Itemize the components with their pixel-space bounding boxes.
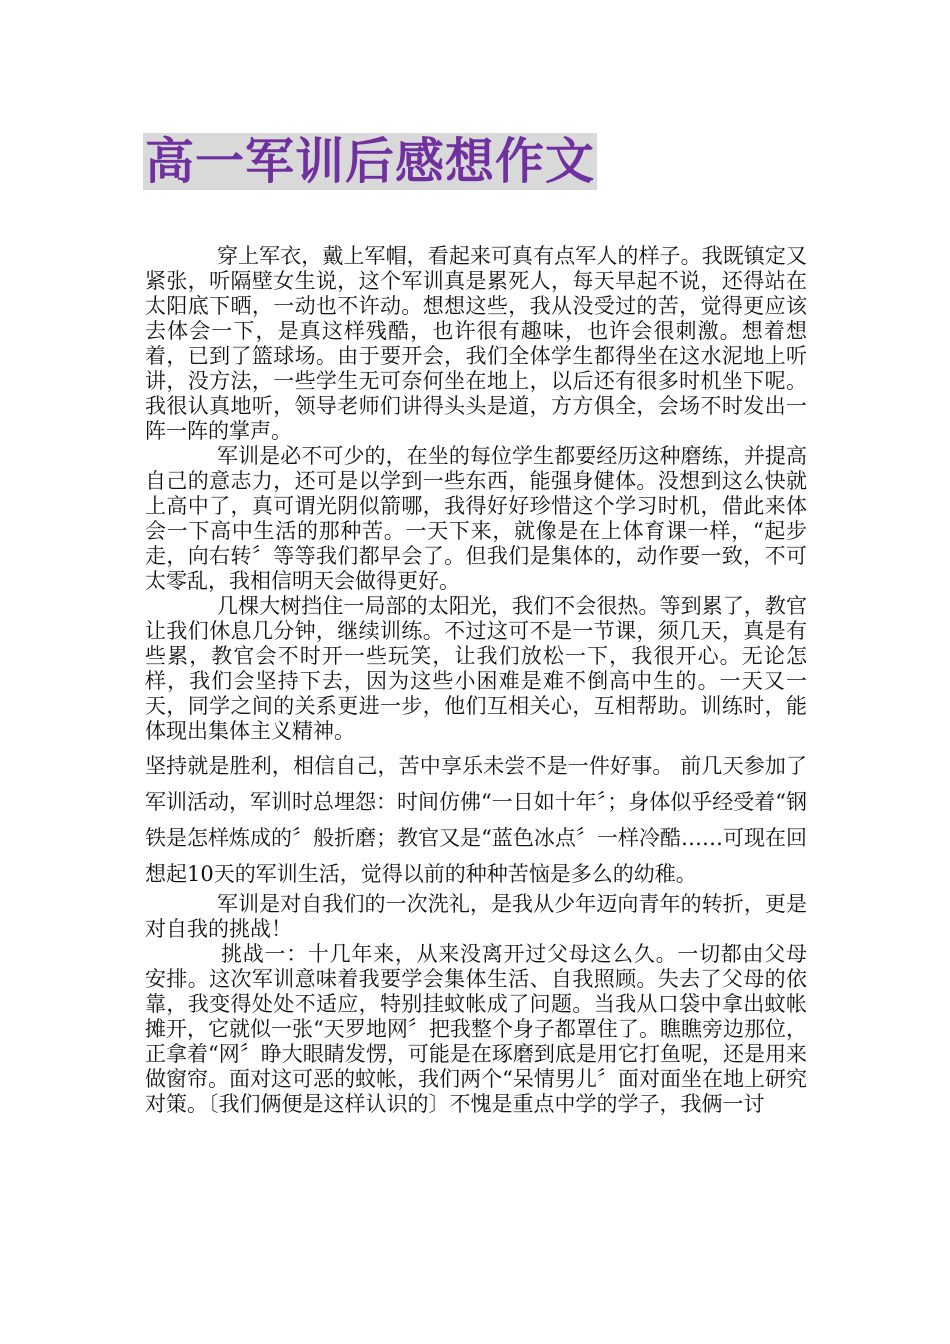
paragraph-2: 军训是必不可少的，在坐的每位学生都要经历这种磨练，并提高自己的意志力，还可是以学到一些东西，能强身健体。没想到这么快就上高中了，真可谓光阴似箭哪，我得好好珍惜这个学习时机，借此来体会一下高中生活的那种苦。一天下来，就像是在上体育课一样，“起步走，向右转〞等等我们都早会了。但我们是集体的，动作要一致，不可太零乱，我相信明天会做得更好。 (145, 444, 807, 593)
document-title: 高一军训后感想作文 (145, 133, 596, 190)
paragraph-6: 挑战一：十几年来，从来没离开过父母这么久。一切都由父母安排。这次军训意味着我要学会集体生活、自我照顾。失去了父母的依靠，我变得处处不适应，特别挂蚊帐成了问题。当我从口袋中拿出蚊帐摊开，它就似一张“天罗地网〞把我整个身子都罩住了。瞧瞧旁边那位，正拿着“网〞睁大眼睛发愣，可能是在琢磨到底是用它打鱼呢，还是用来做窗帘。面对这可恶的蚊帐，我们两个“呆情男儿〞面对面坐在地上研究对策。〔我们俩便是这样认识的〕不愧是重点中学的学子，我俩一讨 (145, 942, 807, 1116)
paragraph-3: 几棵大树挡住一局部的太阳光，我们不会很热。等到累了，教官让我们休息几分钟，继续训练。不过这可不是一节课，须几天，真是有些累，教官会不时开一些玩笑，让我们放松一下，我很开心。无论怎样，我们会坚持下去，因为这些小困难是难不倒高中生的。一天又一天，同学之间的关系更进一步，他们互相关心，互相帮助。训练时，能体现出集体主义精神。 (145, 594, 807, 743)
paragraph-4: 坚持就是胜利，相信自己，苦中享乐未尝不是一件好事。 前几天参加了军训活动，军训时总埋怨：时间仿佛“一日如十年〞；身体似乎经受着“钢铁是怎样炼成的〞般折磨；教官又是“蓝色冰点〞一样冷酷……可现在回想起10天的军训生活，觉得以前的种种苦恼是多么的幼稚。 (145, 754, 807, 886)
paragraph-1: 穿上军衣，戴上军帽，看起来可真有点军人的样子。我既镇定又紧张，听隔壁女生说，这个军训真是累死人，每天早起不说，还得站在太阳底下晒，一动也不许动。想想这些，我从没受过的苦，觉得更应该去体会一下，是真这样残酷，也许很有趣味，也许会很刺激。想着想着，已到了篮球场。由于要开会，我们全体学生都得坐在这水泥地上听讲，没方法，一些学生无可奈何坐在地上，以后还有很多时机坐下呢。我很认真地听，领导老师们讲得头头是道，方方俱全，会场不时发出一阵一阵的掌声。 (145, 244, 807, 443)
title-highlight (143, 133, 597, 190)
paragraph-5: 军训是对自我们的一次洗礼，是我从少年迈向青年的转折，更是对自我的挑战！ (145, 892, 807, 941)
document-body (145, 244, 807, 1117)
